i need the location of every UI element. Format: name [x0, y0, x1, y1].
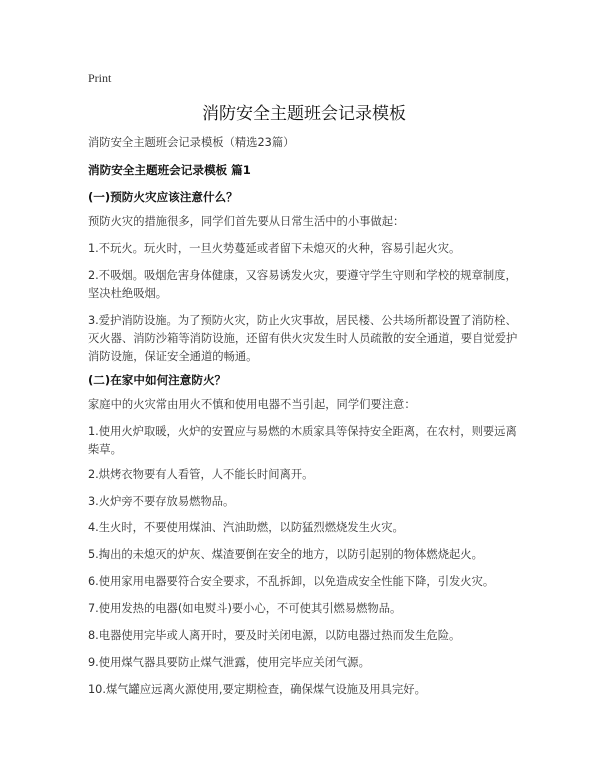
subtitle: 消防安全主题班会记录模板（精选23篇） [88, 136, 295, 149]
part1-item-3: 3.爱护消防设施。为了预防火灾，防止火灾事故，居民楼、公共场所都设置了消防栓、灭火器、消防沙箱等消防设施，还留有供火灾发生时人员疏散的安全通道，要自觉爱护消防设施，保证安全通道的畅通。 [88, 314, 518, 363]
part2-item-9: 9.使用煤气器具要防止煤气泄露，使用完毕应关闭气源。 [88, 656, 370, 669]
part2-item-4: 4.生火时，不要使用煤油、汽油助燃，以防猛烈燃烧发生火灾。 [88, 521, 404, 534]
part1-heading: (一)预防火灾应该注意什么？ [88, 190, 238, 204]
part1-item-2: 2.不吸烟。吸烟危害身体健康，又容易诱发火灾，要遵守学生守则和学校的规章制度，坚决杜绝吸烟。 [88, 269, 517, 300]
print-label: Print [88, 71, 112, 85]
part1-item-1: 1.不玩火。玩火时，一旦火势蔓延或者留下未熄灭的火种，容易引起火灾。 [88, 242, 461, 255]
part2-intro: 家庭中的火灾常由用火不慎和使用电器不当引起，同学们要注意： [88, 398, 416, 411]
part2-item-1: 1.使用火炉取暖，火炉的安置应与易燃的木质家具等保持安全距离，在农村，则要远离柴草。 [88, 425, 517, 456]
part2-item-8: 8.电器使用完毕或人离开时，要及时关闭电源，以防电器过热而发生危险。 [88, 629, 461, 642]
part2-item-10: 10.煤气罐应远离火源使用,要定期检查，确保煤气设施及用具完好。 [88, 683, 426, 696]
part2-item-5: 5.掏出的未熄灭的炉灰、煤渣要倒在安全的地方，以防引起别的物体燃烧起火。 [88, 548, 483, 561]
page-title: 消防安全主题班会记录模板 [202, 104, 406, 124]
part2-item-7: 7.使用发热的电器(如电熨斗)要小心，不可使其引燃易燃物品。 [88, 602, 402, 615]
part2-item-2: 2.烘烤衣物要有人看管，人不能长时间离开。 [88, 468, 314, 481]
part2-item-3: 3.火炉旁不要存放易燃物品。 [88, 495, 235, 508]
part2-heading: (二)在家中如何注意防火？ [88, 373, 227, 387]
part2-item-6: 6.使用家用电器要符合安全要求，不乱拆卸，以免造成安全性能下降，引发火灾。 [88, 575, 495, 588]
section-heading: 消防安全主题班会记录模板 篇1 [88, 163, 251, 177]
part1-intro: 预防火灾的措施很多，同学们首先要从日常生活中的小事做起： [88, 215, 405, 228]
